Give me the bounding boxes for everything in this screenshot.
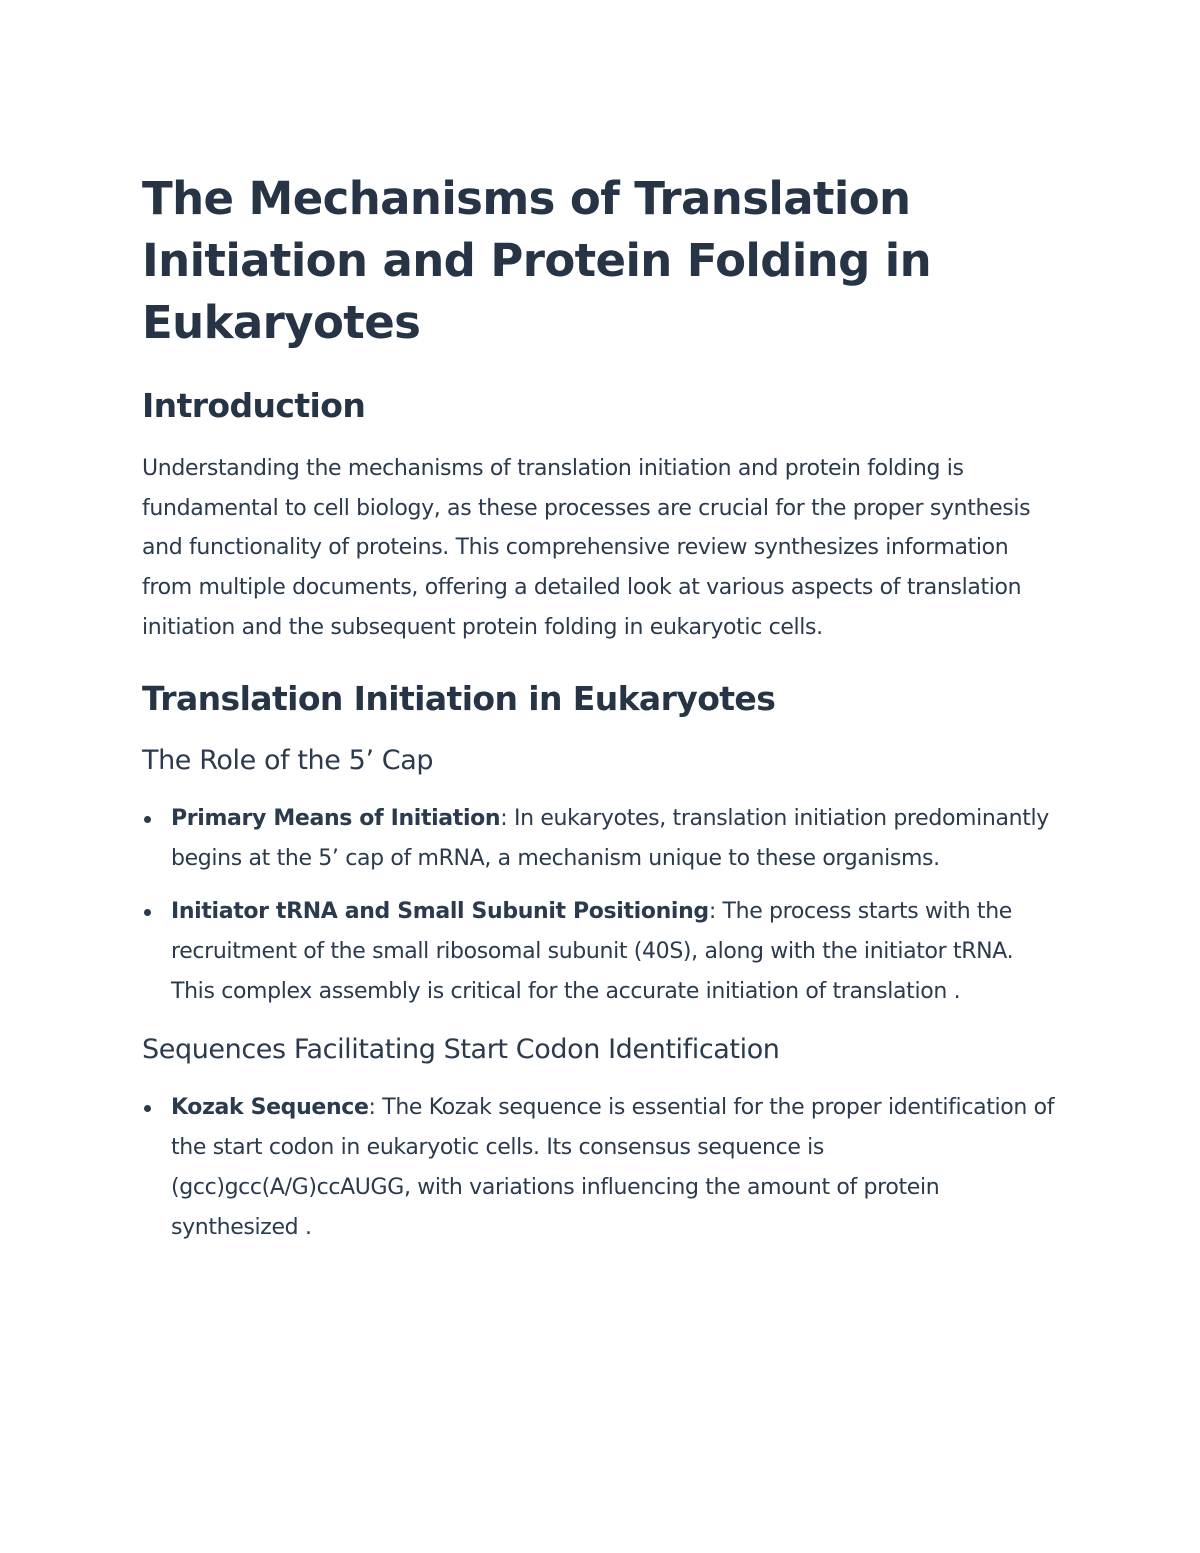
document-title: The Mechanisms of Translation Initiation and Protein Folding in Eukaryotes	[142, 172, 932, 349]
list-item	[142, 892, 1062, 1012]
list-item-text: : The Kozak sequence is essential for the proper identification of the start codon in eukaryotic cells. Its consensus sequence is (gcc)gcc(A/G)ccAUGG, with variations influencing the amount of protein synthesized .	[171, 1094, 1055, 1240]
bullet-icon	[144, 816, 151, 823]
bullet-icon	[144, 909, 151, 916]
subsection-heading-5-cap: The Role of the 5’ Cap	[142, 744, 434, 776]
list-item-term: Primary Means of Initiation	[171, 805, 501, 831]
list-item-text: : In eukaryotes, translation initiation predominantly begins at the 5’ cap of mRNA, a mechanism unique to these organisms.	[171, 805, 1049, 871]
document-page	[142, 168, 1062, 1248]
list-item-text: : The process starts with the recruitment of the small ribosomal subunit (40S), along with the initiator tRNA. This complex assembly is critical for the accurate initiation of translation .	[171, 898, 1014, 1004]
section-heading-translation-initiation: Translation Initiation in Eukaryotes	[142, 678, 776, 718]
list-item-term: Initiator tRNA and Small Subunit Positioning	[171, 898, 709, 924]
start-codon-bullet-list	[142, 1088, 1062, 1248]
bullet-icon	[144, 1105, 151, 1112]
list-item	[142, 1088, 1062, 1248]
list-item-term: Kozak Sequence	[171, 1094, 369, 1120]
section-heading-introduction: Introduction	[142, 386, 366, 425]
subsection-heading-start-codon: Sequences Facilitating Start Codon Identification	[142, 1033, 780, 1065]
introduction-paragraph: Understanding the mechanisms of translation initiation and protein folding is fundamental to cell biology, as these processes are crucial for the proper synthesis and functionality of proteins. This comprehensive review synthesizes information from multiple documents, offering a detailed look at various aspects of translation initiation and the subsequent protein folding in eukaryotic cells.	[142, 456, 1031, 640]
list-item	[142, 799, 1062, 879]
cap-bullet-list	[142, 799, 1062, 1012]
